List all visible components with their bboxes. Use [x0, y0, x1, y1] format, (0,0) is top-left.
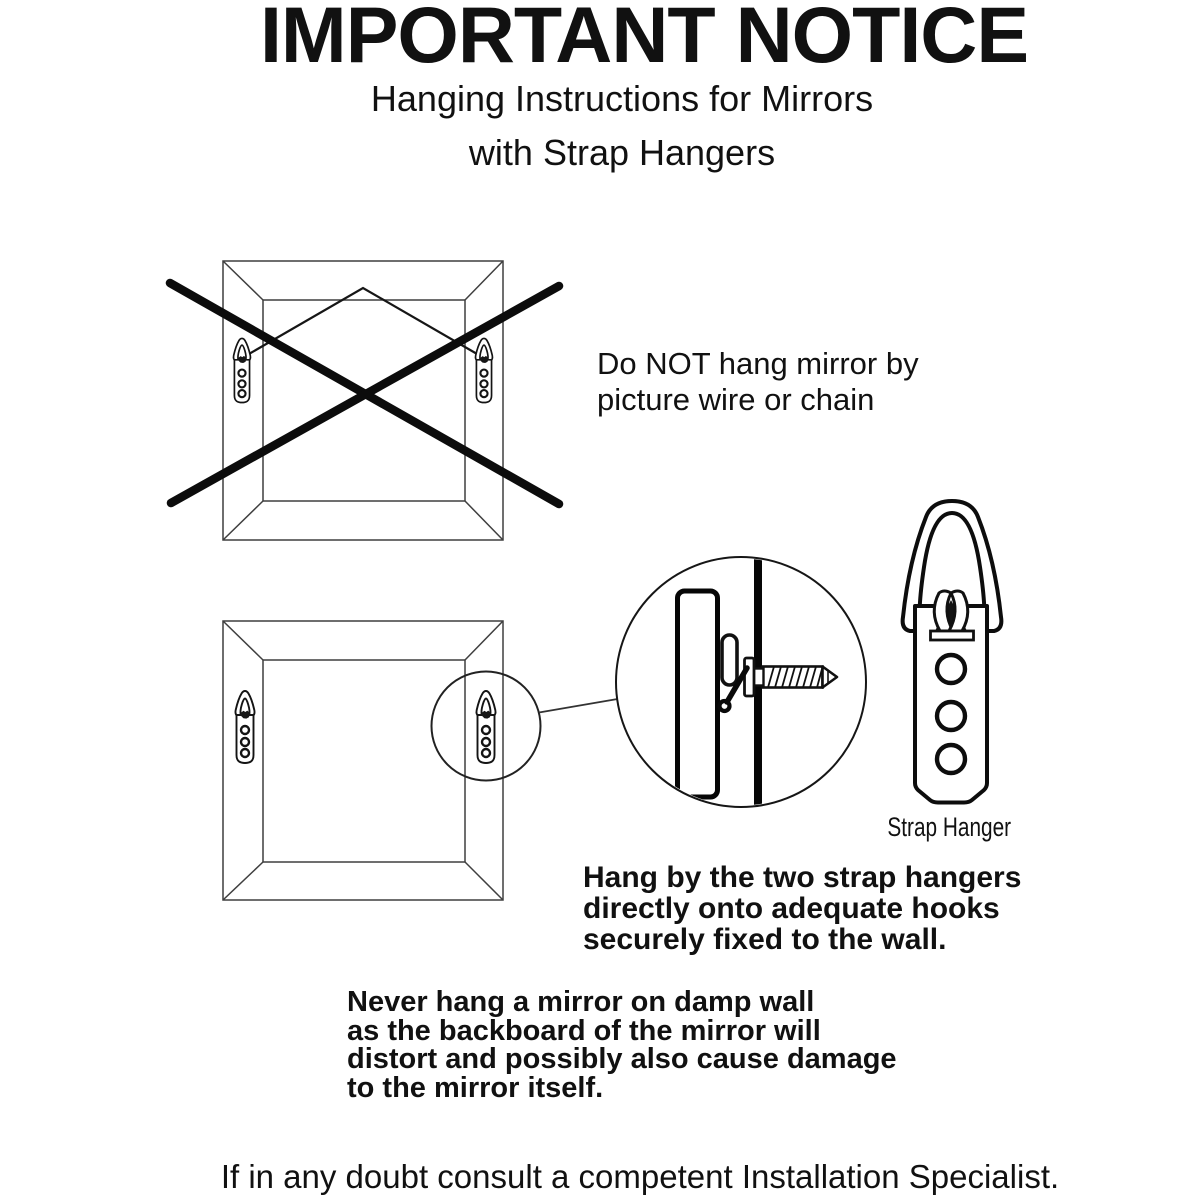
- strap-mirror-diagram: [223, 621, 618, 900]
- hang-by-line1: Hang by the two strap hangers: [583, 861, 1022, 894]
- warning-damp-wall-text: [347, 988, 897, 1102]
- mirror-frame-bottom: [223, 621, 503, 900]
- frame-moulding-profile: [678, 591, 718, 797]
- strap-hanger-small-icon: [235, 691, 254, 763]
- strap-hanger-label: Strap Hanger: [887, 812, 1012, 842]
- strap-hanger-small-icon: [476, 338, 493, 402]
- hang-by-line3: securely fixed to the wall.: [583, 923, 947, 956]
- instruction-hang-by-straps-text: [583, 862, 1021, 955]
- warning-no-wire-line1: Do NOT hang mirror by: [597, 346, 919, 381]
- page-subtitle-line2: with Strap Hangers: [468, 132, 776, 173]
- prohibition-x-icon: [170, 283, 559, 504]
- crossed-mirror-diagram: [170, 261, 559, 540]
- strap-side-profile: [722, 635, 737, 685]
- page-title: IMPORTANT NOTICE: [259, 0, 1029, 79]
- detail-circle: [616, 556, 866, 808]
- warning-no-wire-line2: picture wire or chain: [597, 382, 875, 417]
- strap-hanger-small-icon: [234, 338, 251, 402]
- damp-wall-line1: Never hang a mirror on damp wall: [347, 986, 815, 1018]
- damp-wall-line4: to the mirror itself.: [347, 1071, 604, 1104]
- hang-by-line2: directly onto adequate hooks: [583, 892, 1000, 925]
- warning-no-wire-text: [597, 346, 919, 418]
- footer-advice-text: If in any doubt consult a competent Installation Specialist.: [220, 1158, 1060, 1195]
- mirror-frame-top: [223, 261, 503, 540]
- damp-wall-line2: as the backboard of the mirror will: [347, 1014, 821, 1047]
- page-subtitle-line1: Hanging Instructions for Mirrors: [370, 78, 874, 119]
- strap-hanger-icon: [903, 501, 1002, 803]
- magnifier-leader-line: [539, 699, 618, 713]
- strap-hanger-small-icon: [476, 691, 495, 763]
- damp-wall-line3: distort and possibly also cause damage: [347, 1043, 897, 1075]
